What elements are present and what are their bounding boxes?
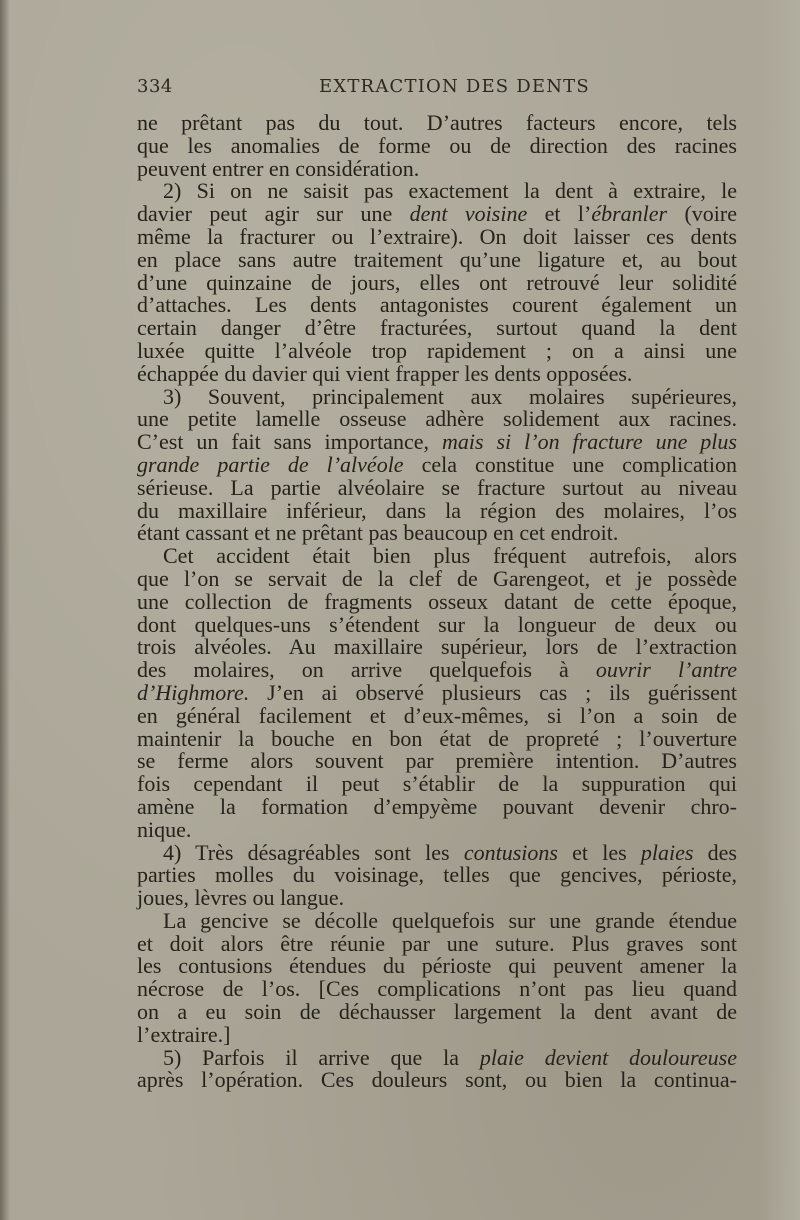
text-line [137,588,737,614]
text-run: 5) Parfois il arrive que la [163,1044,480,1070]
text-line [137,132,737,158]
text-line [137,545,737,568]
text-run: trois alvéoles. Au maxillaire supérieur, lors de l’extraction [137,634,737,660]
text-line [137,907,737,933]
text-line [137,839,737,865]
text-run: étant cassant et ne prêtant pas beaucoup en cet endroit. [137,520,619,546]
text-run: du maxillaire inférieur, dans la région des molaires, l’os [137,497,737,523]
text-line [137,203,737,226]
text-run: nique. [137,816,192,842]
text-line [137,246,737,272]
text-run: et l’ [527,201,592,227]
text-line [137,522,737,545]
running-header [137,72,737,102]
text-line [137,360,737,386]
italic-text: plaie devient douloureuse [479,1044,737,1070]
italic-text: dent voisine [409,201,528,227]
text-line [137,702,737,728]
page-edge-highlight [760,0,800,1220]
text-run: ne prêtant pas du tout. D’autres facteurs encore, tels [137,110,737,135]
text-run: davier peut agir sur une [137,201,410,227]
text-run: on a eu soin de déchausser largement la dent avant de [137,999,737,1025]
text-run: une petite lamelle osseuse adhère solidement aux racines. [137,406,737,432]
text-line [137,497,737,523]
text-run: en place sans autre traitement qu’une ligature et, au bout [137,246,737,272]
text-run: et les [557,839,641,865]
text-run: C’est un fait sans importance, [137,429,442,455]
italic-text: ouvrir l’antre [595,657,737,683]
text-run: cela constitue une complication [403,451,737,477]
text-line [137,1069,737,1092]
text-line [137,408,737,431]
text-line [137,816,737,842]
text-line [137,269,737,295]
text-line [137,383,737,409]
text-line [137,565,737,591]
text-line [137,679,737,705]
text-line [137,887,737,910]
text-run: J’en ai observé plusieurs cas ; ils guérissent [249,679,737,705]
text-line [137,725,737,751]
page-number: 334 [137,76,173,97]
italic-text: grande partie de l’alvéole [137,451,404,477]
text-run: après l’opération. Ces douleurs sont, ou bien la continua- [137,1067,737,1093]
text-line [137,317,737,340]
text-run: se ferme alors souvent par première intention. D’autres [137,748,737,774]
text-line [137,955,737,978]
text-line [137,636,737,659]
text-run: que l’on se servait de la clef de Garengeot, et je possède [137,565,737,591]
text-run: en général facilement et d’eux-mêmes, si l’on a soin de [137,702,737,728]
text-line [137,294,737,317]
text-line [137,864,737,887]
text-run: des [693,839,737,865]
text-run: sérieuse. La partie alvéolaire se fracture surtout au niveau [137,474,737,500]
italic-text: ébranler [591,201,668,227]
text-line [137,750,737,773]
text-line [137,978,737,1001]
text-run: peuvent entrer en considération. [137,155,420,181]
running-title: EXTRACTION DES DENTS [319,76,590,97]
text-line [137,1044,737,1070]
text-run: parties molles du voisinage, telles que gencives, périoste, [137,862,737,888]
text-run: des molaires, on arrive quelquefois à [137,657,596,683]
text-line [137,930,737,956]
text-run: fois cependant il peut s’établir de la suppuration qui [137,771,737,797]
text-line [137,474,737,500]
text-line [137,431,737,454]
text-run: joues, lèvres ou langue. [137,885,345,911]
text-run: maintenir la bouche en bon état de propreté ; l’ouverture [137,725,737,751]
italic-text: plaies [640,839,694,865]
italic-text: contusions [463,839,558,865]
text-run: nécrose de l’os. [Ces complications n’ont pas lieu quand [137,976,737,1002]
text-line [137,180,737,203]
text-line [137,1021,737,1047]
italic-text: d’Highmore. [137,679,250,705]
text-line [137,1001,737,1024]
text-line [137,112,737,135]
text-run: d’une quinzaine de jours, elles ont retrouvé leur solidité [137,269,737,295]
page-gutter-shadow [0,0,10,1220]
text-run: d’attaches. Les dents antagonistes courent également un [137,292,737,318]
text-run: Cet accident était bien plus fréquent autrefois, alors [163,543,737,569]
text-run: une collection de fragments osseux datant de cette époque, [137,588,737,614]
text-run: luxée quitte l’alvéole trop rapidement ; on a ainsi une [137,337,737,363]
text-run: certain danger d’être fracturées, surtout quand la dent [137,315,737,341]
text-run: même la fracturer ou l’extraire). On doit laisser ces dents [137,223,737,249]
text-run: échappée du davier qui vient frapper les dents opposées. [137,360,633,386]
text-line [137,337,737,363]
text-run: les contusions étendues du périoste qui peuvent amener la [137,953,737,979]
italic-text: mais si l’on fracture une plus [441,429,737,455]
text-run: 4) Très désagréables sont les [163,839,464,865]
body-text [137,112,737,1092]
text-run: 3) Souvent, principalement aux molaires supérieures, [163,383,737,409]
text-line [137,611,737,637]
text-line [137,659,737,682]
text-line [137,155,737,181]
text-line [137,223,737,249]
text-run: et doit alors être réunie par une suture. Plus graves sont [137,930,737,956]
text-line [137,773,737,796]
text-line [137,451,737,477]
text-run: (voire [667,201,737,227]
text-run: l’extraire.] [137,1021,231,1047]
text-run: 2) Si on ne saisit pas exactement la dent à extraire, le [163,178,737,204]
text-line [137,793,737,819]
text-run: La gencive se décolle quelquefois sur une grande étendue [163,907,737,933]
text-run: dont quelques-uns s’étendent sur la longueur de deux ou [137,611,737,637]
text-run: amène la formation d’empyème pouvant devenir chro- [137,793,737,819]
text-run: que les anomalies de forme ou de direction des racines [137,132,737,158]
